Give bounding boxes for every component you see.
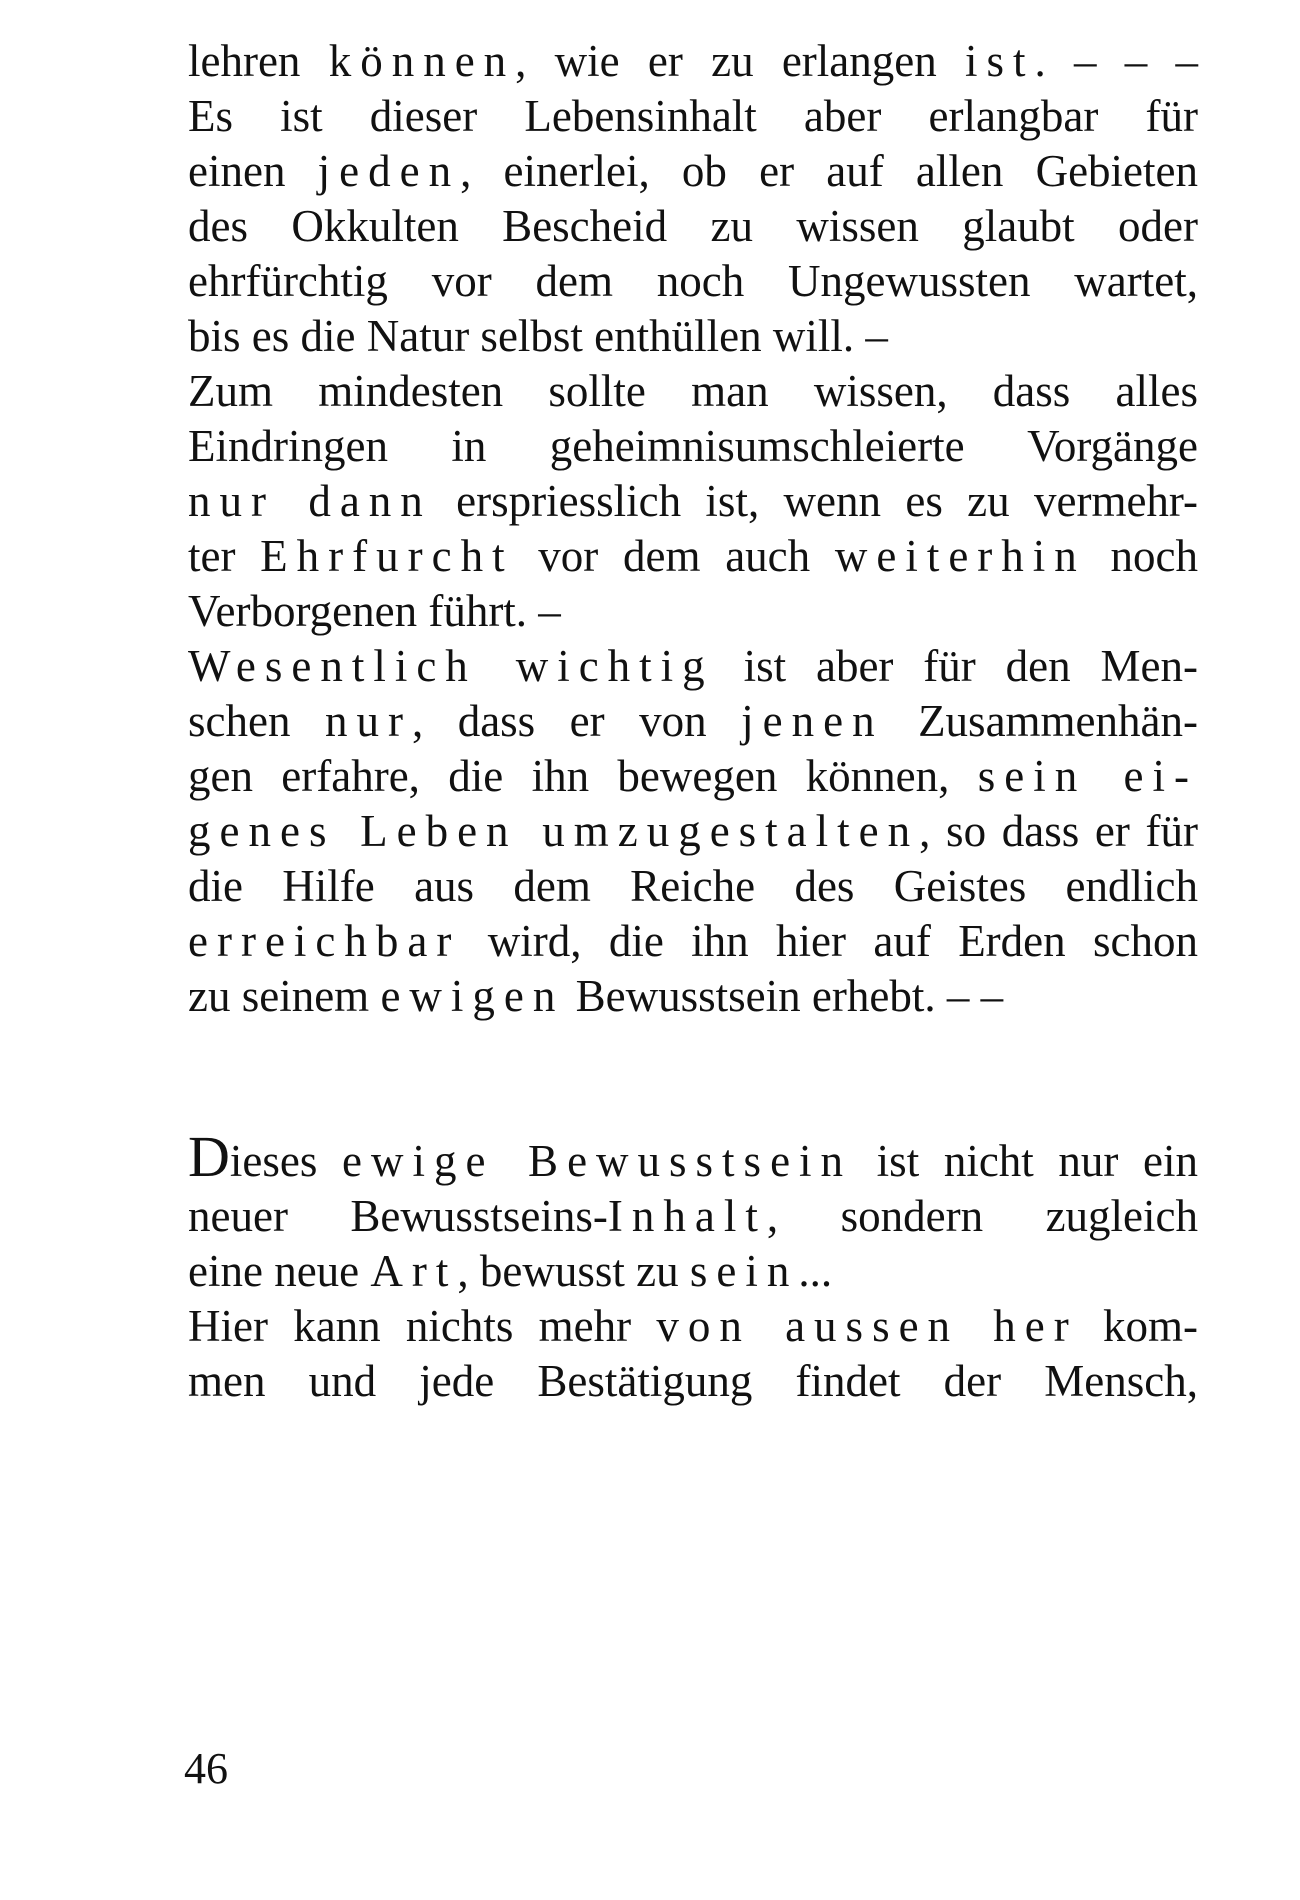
text-run: , einerlei, ob er auf allen Gebieten [460,146,1199,196]
text-run: Zum mindesten sollte man wissen, dass alles [188,366,1198,416]
text-run: , wie er zu erlangen [515,36,965,86]
text-run: . – – – [1034,36,1199,86]
spaced-emphasis: sein [689,1246,799,1296]
text-run: noch [1085,531,1198,581]
text-run: lehren [188,36,329,86]
text-run: eine neue [188,1246,371,1296]
text-run: Hier kann nichts mehr [188,1301,657,1351]
spaced-emphasis: jeden [317,146,461,196]
text-run: ... [798,1246,833,1296]
text-run: Zusammenhän- [883,696,1198,746]
spaced-emphasis: ewigen [380,971,565,1021]
spaced-emphasis: Inhalt [607,1191,767,1241]
text-run: einen [188,146,318,196]
text-run: ehrfürchtig vor dem noch Ungewussten wartet, [188,256,1198,306]
text-run: vor dem auch [513,531,835,581]
text-run: die Hilfe aus dem Reiche des Geistes endlich [188,861,1198,911]
text-run: , bewusst zu [457,1246,690,1296]
text-run: schen [188,696,325,746]
text-line [188,1348,1198,1414]
spaced-emphasis: Art [370,1246,458,1296]
spaced-emphasis: ewige Bewusstsein [341,1136,853,1186]
spaced-emphasis: erreichbar [188,916,461,966]
text-run: kom- [1077,1301,1198,1351]
text-run: ist nicht nur ein [852,1136,1198,1186]
text-run: gen erfahre, die ihn bewegen können, [188,751,978,801]
spaced-emphasis: genes Leben umzugestalten [188,806,920,856]
text-run: erspriesslich ist, wenn es zu vermehr- [431,476,1198,526]
text-run: men und jede Bestätigung findet der Mensch, [188,1356,1198,1406]
text-run: ieses [229,1136,342,1186]
text-run: bis es die Natur selbst enthüllen will. – [188,311,888,361]
text-run: Verborgenen führt. – [188,586,561,636]
text-run: wird, die ihn hier auf Erden schon [460,916,1198,966]
spaced-emphasis: Ehrfurcht [260,531,514,581]
spaced-emphasis: von aussen her [656,1301,1078,1351]
text-run: des Okkulten Bescheid zu wissen glaubt oder [188,201,1198,251]
text-run: Es ist dieser Lebensinhalt aber erlangbar für [188,91,1198,141]
text-run: , sondern zugleich [766,1191,1198,1241]
spaced-emphasis: können [328,36,516,86]
spaced-emphasis: Wesentlich wichtig [188,641,714,691]
text-run: zu seinem [188,971,381,1021]
text-run: , dass er von [411,696,742,746]
text-run: Eindringen in geheimnisumschleierte Vorgänge [188,421,1198,471]
spaced-emphasis: weiterhin [834,531,1086,581]
spaced-emphasis: jenen [741,696,884,746]
spaced-emphasis: nur [324,696,412,746]
text-run: ter [188,531,261,581]
initial-letter: D [188,1124,230,1189]
text-run: ist aber für den Men- [713,641,1198,691]
text-line [188,963,1198,1029]
page-number: 46 [184,1744,228,1793]
spaced-emphasis: sein ei- [977,751,1199,801]
spaced-emphasis: nur dann [188,476,432,526]
text-run: , so dass er für [919,806,1198,856]
text-run: Bewusstsein erhebt. – – [564,971,1004,1021]
text-run: neuer Bewusstseins- [188,1191,608,1241]
spaced-emphasis: ist [964,36,1035,86]
